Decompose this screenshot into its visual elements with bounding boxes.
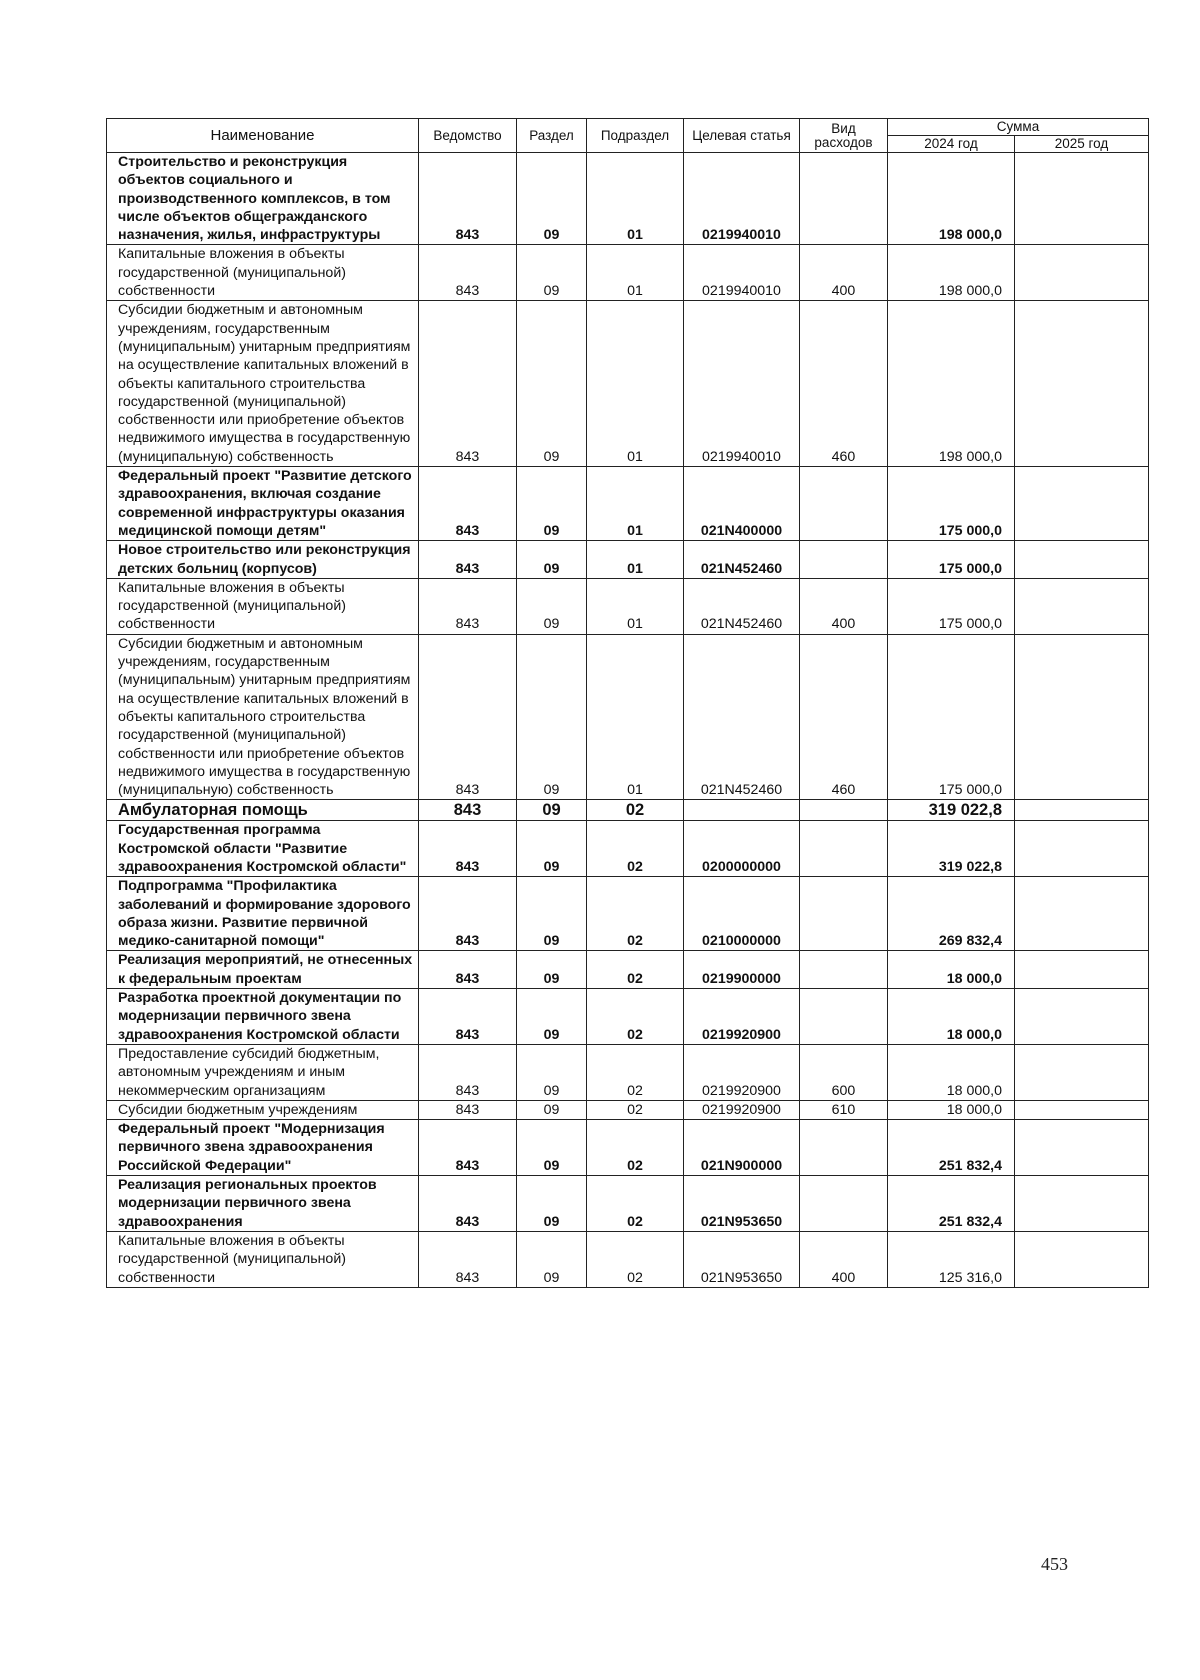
col-header-2024: 2024 год: [888, 136, 1015, 153]
cell-vid: [800, 951, 888, 989]
cell-vid: 400: [800, 1231, 888, 1287]
cell-name: Субсидии бюджетным и автономным учреждениям, государственным (муниципальным) унитарным предприятиям на осуществление капитальных вложений в объекты капитального строительства государственной (муниципальной) собственности или приобретение объектов недвижимого имущества в государственную (муниципальную) собственность: [107, 634, 419, 800]
header-row: [107, 119, 1149, 136]
cell-sum-2024: 198 000,0: [888, 301, 1015, 467]
cell-podrazdel: 01: [587, 245, 684, 301]
cell-podrazdel: 02: [587, 800, 684, 821]
cell-celevaya: 0219900000: [684, 951, 800, 989]
cell-sum-2024: 175 000,0: [888, 634, 1015, 800]
cell-celevaya: 0219920900: [684, 1100, 800, 1119]
cell-celevaya: 0219920900: [684, 989, 800, 1045]
cell-vid: [800, 989, 888, 1045]
cell-podrazdel: 01: [587, 467, 684, 541]
cell-sum-2025: [1015, 821, 1149, 877]
cell-celevaya: 021N452460: [684, 541, 800, 579]
cell-sum-2025: [1015, 877, 1149, 951]
cell-sum-2025: [1015, 153, 1149, 245]
cell-sum-2024: 18 000,0: [888, 989, 1015, 1045]
cell-vedomstvo: 843: [419, 245, 517, 301]
cell-celevaya: 021N900000: [684, 1120, 800, 1176]
cell-sum-2025: [1015, 578, 1149, 634]
cell-celevaya: 021N452460: [684, 634, 800, 800]
cell-sum-2024: 319 022,8: [888, 821, 1015, 877]
cell-vedomstvo: 843: [419, 1231, 517, 1287]
cell-vedomstvo: 843: [419, 301, 517, 467]
cell-podrazdel: 01: [587, 634, 684, 800]
cell-vedomstvo: 843: [419, 578, 517, 634]
cell-razdel: 09: [517, 153, 587, 245]
cell-vid: [800, 821, 888, 877]
table-row: [107, 1100, 1149, 1119]
cell-sum-2025: [1015, 541, 1149, 579]
cell-sum-2025: [1015, 634, 1149, 800]
cell-sum-2025: [1015, 951, 1149, 989]
cell-razdel: 09: [517, 467, 587, 541]
cell-vedomstvo: 843: [419, 1044, 517, 1100]
cell-name: Капитальные вложения в объекты государственной (муниципальной) собственности: [107, 1231, 419, 1287]
table-row: [107, 951, 1149, 989]
cell-vedomstvo: 843: [419, 1120, 517, 1176]
table-row: [107, 800, 1149, 821]
cell-vid: 460: [800, 301, 888, 467]
cell-podrazdel: 01: [587, 301, 684, 467]
cell-sum-2024: 175 000,0: [888, 578, 1015, 634]
col-header-vid: Вид расходов: [800, 119, 888, 153]
cell-vedomstvo: 843: [419, 1100, 517, 1119]
cell-sum-2024: 175 000,0: [888, 467, 1015, 541]
cell-vedomstvo: 843: [419, 821, 517, 877]
cell-sum-2024: 251 832,4: [888, 1176, 1015, 1232]
cell-vid: [800, 1120, 888, 1176]
col-header-podrazdel: Подраздел: [587, 119, 684, 153]
cell-podrazdel: 02: [587, 951, 684, 989]
table-row: [107, 634, 1149, 800]
table-row: [107, 989, 1149, 1045]
cell-podrazdel: 02: [587, 1044, 684, 1100]
cell-podrazdel: 01: [587, 541, 684, 579]
cell-name: Новое строительство или реконструкция детских больниц (корпусов): [107, 541, 419, 579]
cell-sum-2025: [1015, 1044, 1149, 1100]
cell-name: Разработка проектной документации по модернизации первичного звена здравоохранения Костромской области: [107, 989, 419, 1045]
cell-name: Капитальные вложения в объекты государственной (муниципальной) собственности: [107, 578, 419, 634]
cell-sum-2024: 175 000,0: [888, 541, 1015, 579]
cell-vid: 610: [800, 1100, 888, 1119]
cell-sum-2024: 251 832,4: [888, 1120, 1015, 1176]
cell-name: Субсидии бюджетным учреждениям: [107, 1100, 419, 1119]
col-header-2025: 2025 год: [1015, 136, 1149, 153]
cell-vedomstvo: 843: [419, 634, 517, 800]
table-row: [107, 541, 1149, 579]
cell-vedomstvo: 843: [419, 1176, 517, 1232]
cell-razdel: 09: [517, 1231, 587, 1287]
cell-sum-2025: [1015, 1100, 1149, 1119]
cell-podrazdel: 02: [587, 1231, 684, 1287]
cell-vedomstvo: 843: [419, 877, 517, 951]
col-header-summa: Сумма: [888, 119, 1149, 136]
cell-name: Амбулаторная помощь: [107, 800, 419, 821]
cell-podrazdel: 02: [587, 1120, 684, 1176]
cell-vid: [800, 1176, 888, 1232]
cell-vid: 400: [800, 578, 888, 634]
cell-podrazdel: 02: [587, 877, 684, 951]
table-row: [107, 821, 1149, 877]
cell-celevaya: [684, 800, 800, 821]
budget-table: [106, 118, 1149, 1288]
cell-razdel: 09: [517, 1100, 587, 1119]
cell-celevaya: 0219920900: [684, 1044, 800, 1100]
cell-sum-2024: 18 000,0: [888, 1044, 1015, 1100]
cell-name: Строительство и реконструкция объектов социального и производственного комплексов, в том числе объектов общегражданского назначения, жилья, инфраструктуры: [107, 153, 419, 245]
cell-sum-2024: 198 000,0: [888, 245, 1015, 301]
cell-sum-2025: [1015, 1120, 1149, 1176]
cell-name: Предоставление субсидий бюджетным, автономным учреждениям и иным некоммерческим организациям: [107, 1044, 419, 1100]
cell-razdel: 09: [517, 821, 587, 877]
cell-celevaya: 0219940010: [684, 245, 800, 301]
cell-sum-2025: [1015, 1176, 1149, 1232]
cell-celevaya: 0219940010: [684, 153, 800, 245]
page-number: 453: [1041, 1554, 1068, 1574]
cell-name: Капитальные вложения в объекты государственной (муниципальной) собственности: [107, 245, 419, 301]
cell-celevaya: 021N953650: [684, 1176, 800, 1232]
cell-sum-2024: 18 000,0: [888, 1100, 1015, 1119]
cell-vid: [800, 153, 888, 245]
table-row: [107, 1044, 1149, 1100]
col-header-razdel: Раздел: [517, 119, 587, 153]
col-header-celevaya: Целевая статья: [684, 119, 800, 153]
cell-sum-2025: [1015, 800, 1149, 821]
col-header-vedomstvo: Ведомство: [419, 119, 517, 153]
cell-podrazdel: 01: [587, 153, 684, 245]
cell-razdel: 09: [517, 951, 587, 989]
table-row: [107, 301, 1149, 467]
cell-razdel: 09: [517, 578, 587, 634]
cell-razdel: 09: [517, 634, 587, 800]
table-row: [107, 245, 1149, 301]
cell-vid: 460: [800, 634, 888, 800]
cell-sum-2024: 319 022,8: [888, 800, 1015, 821]
cell-sum-2025: [1015, 301, 1149, 467]
cell-vedomstvo: 843: [419, 153, 517, 245]
cell-name: Федеральный проект "Развитие детского здравоохранения, включая создание современной инфраструктуры оказания медицинской помощи детям": [107, 467, 419, 541]
cell-vid: [800, 467, 888, 541]
cell-razdel: 09: [517, 800, 587, 821]
table-row: [107, 467, 1149, 541]
cell-podrazdel: 02: [587, 989, 684, 1045]
cell-sum-2024: 18 000,0: [888, 951, 1015, 989]
cell-sum-2024: 125 316,0: [888, 1231, 1015, 1287]
cell-name: Подпрограмма "Профилактика заболеваний и формирование здорового образа жизни. Развитие первичной медико-санитарной помощи": [107, 877, 419, 951]
cell-podrazdel: 02: [587, 1176, 684, 1232]
table-row: [107, 1176, 1149, 1232]
cell-name: Федеральный проект "Модернизация первичного звена здравоохранения Российской Федерации": [107, 1120, 419, 1176]
cell-vedomstvo: 843: [419, 541, 517, 579]
cell-celevaya: 0210000000: [684, 877, 800, 951]
table-row: [107, 1231, 1149, 1287]
cell-podrazdel: 02: [587, 1100, 684, 1119]
cell-celevaya: 0219940010: [684, 301, 800, 467]
cell-name: Субсидии бюджетным и автономным учреждениям, государственным (муниципальным) унитарным предприятиям на осуществление капитальных вложений в объекты капитального строительства государственной (муниципальной) собственности или приобретение объектов недвижимого имущества в государственную (муниципальную) собственность: [107, 301, 419, 467]
cell-sum-2025: [1015, 1231, 1149, 1287]
cell-vid: [800, 541, 888, 579]
cell-vid: [800, 800, 888, 821]
cell-celevaya: 021N400000: [684, 467, 800, 541]
cell-razdel: 09: [517, 245, 587, 301]
cell-razdel: 09: [517, 1044, 587, 1100]
cell-razdel: 09: [517, 1120, 587, 1176]
col-header-name: Наименование: [107, 119, 419, 153]
table-row: [107, 578, 1149, 634]
cell-sum-2024: 269 832,4: [888, 877, 1015, 951]
table-row: [107, 877, 1149, 951]
cell-name: Государственная программа Костромской области "Развитие здравоохранения Костромской области": [107, 821, 419, 877]
cell-razdel: 09: [517, 301, 587, 467]
cell-razdel: 09: [517, 541, 587, 579]
cell-vid: 600: [800, 1044, 888, 1100]
cell-razdel: 09: [517, 877, 587, 951]
table-body: [107, 153, 1149, 1288]
cell-vedomstvo: 843: [419, 800, 517, 821]
cell-sum-2025: [1015, 245, 1149, 301]
table-row: [107, 153, 1149, 245]
cell-celevaya: 0200000000: [684, 821, 800, 877]
cell-podrazdel: 02: [587, 821, 684, 877]
cell-name: Реализация региональных проектов модернизации первичного звена здравоохранения: [107, 1176, 419, 1232]
cell-razdel: 09: [517, 989, 587, 1045]
table-row: [107, 1120, 1149, 1176]
cell-name: Реализация мероприятий, не отнесенных к федеральным проектам: [107, 951, 419, 989]
cell-podrazdel: 01: [587, 578, 684, 634]
cell-vedomstvo: 843: [419, 989, 517, 1045]
cell-vid: 400: [800, 245, 888, 301]
cell-celevaya: 021N452460: [684, 578, 800, 634]
cell-vedomstvo: 843: [419, 467, 517, 541]
cell-razdel: 09: [517, 1176, 587, 1232]
cell-celevaya: 021N953650: [684, 1231, 800, 1287]
cell-vedomstvo: 843: [419, 951, 517, 989]
cell-sum-2025: [1015, 989, 1149, 1045]
cell-sum-2025: [1015, 467, 1149, 541]
cell-vid: [800, 877, 888, 951]
cell-sum-2024: 198 000,0: [888, 153, 1015, 245]
